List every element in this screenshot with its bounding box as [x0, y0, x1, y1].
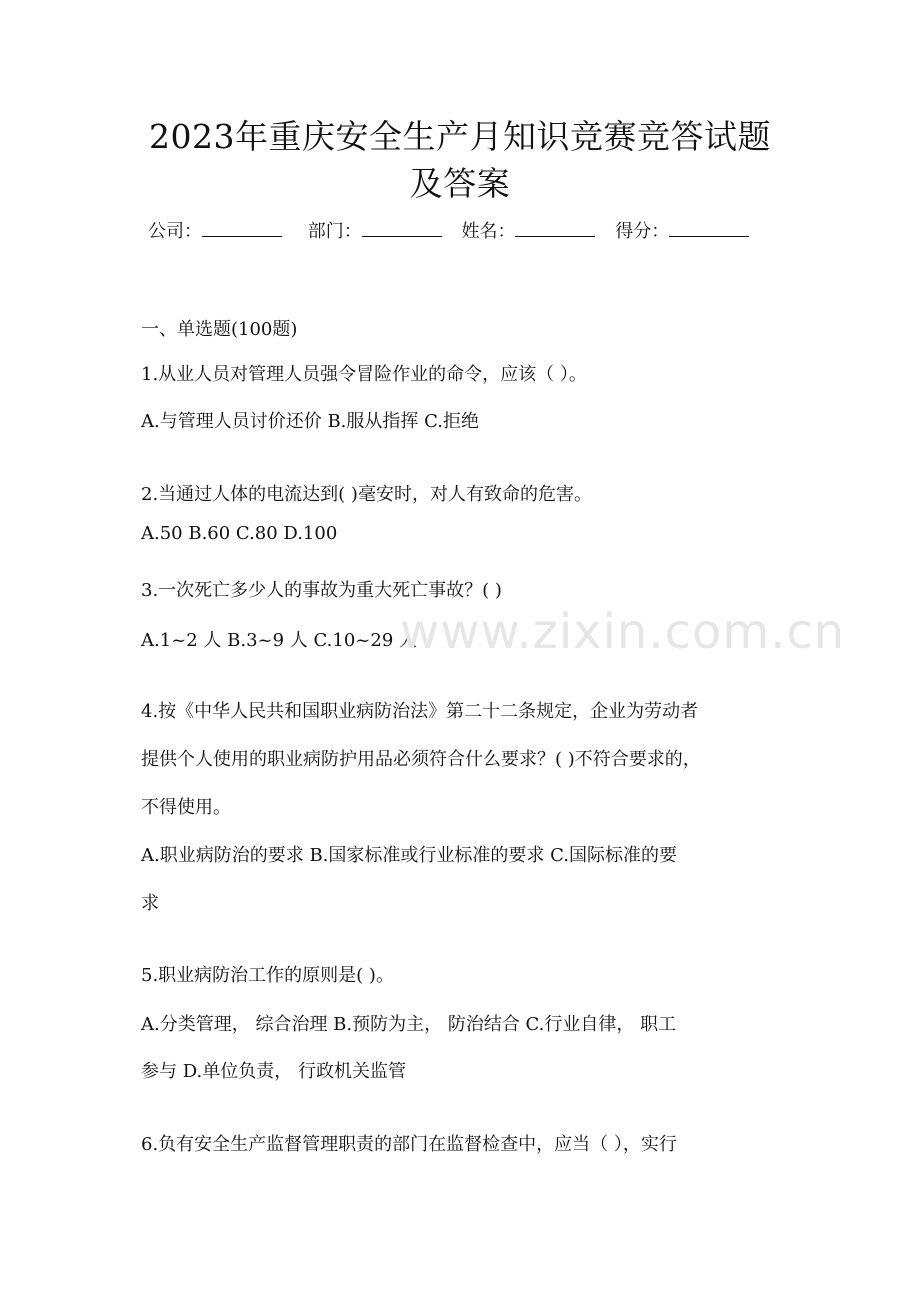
- question-5-options-line-2: 参与 D.单位负责， 行政机关监管: [141, 1061, 406, 1082]
- question-4-text-line-1: 4.按《中华人民共和国职业病防治法》第二十二条规定，企业为劳动者: [141, 701, 699, 722]
- question-2-options: A.50 B.60 C.80 D.100: [141, 523, 338, 544]
- header-fields: [148, 216, 788, 246]
- question-4-options-line-1: A.职业病防治的要求 B.国家标准或行业标准的要求 C.国际标准的要: [141, 845, 677, 866]
- question-5-options-line-1: A.分类管理， 综合治理 B.预防为主， 防治结合 C.行业自律， 职工: [141, 1014, 677, 1035]
- name-blank: [515, 216, 595, 237]
- company-label: 公司：: [148, 221, 202, 242]
- watermark: www.zixin.com.cn: [400, 604, 846, 660]
- score-label: 得分：: [615, 221, 670, 242]
- document-title-line-1: 2023年重庆安全生产月知识竞赛竞答试题: [149, 117, 771, 156]
- question-5-text: 5.职业病防治工作的原则是( )。: [141, 965, 394, 986]
- company-field: [148, 216, 282, 246]
- question-4-text-line-2: 提供个人使用的职业病防护用品必须符合什么要求？( )不符合要求的，: [141, 749, 701, 770]
- department-blank: [362, 216, 442, 237]
- question-3-text: 3.一次死亡多少人的事故为重大死亡事故？( ): [141, 580, 502, 601]
- department-label: 部门：: [307, 221, 362, 242]
- name-label: 姓名：: [461, 221, 516, 242]
- score-field: [615, 216, 749, 246]
- question-2-text: 2.当通过人体的电流达到( )毫安时，对人有致命的危害。: [141, 484, 592, 505]
- company-blank: [202, 216, 282, 237]
- question-3-options: A.1~2 人 B.3~9 人 C.10~29 人: [141, 630, 417, 651]
- section-heading: 一、单选题(100题): [141, 319, 298, 340]
- department-field: [308, 216, 442, 246]
- question-4-text-line-3: 不得使用。: [141, 797, 231, 818]
- name-field: [461, 216, 595, 246]
- question-1-options: A.与管理人员讨价还价 B.服从指挥 C.拒绝: [141, 411, 479, 432]
- question-6-text: 6.负有安全生产监督管理职责的部门在监督检查中，应当（ ），实行: [141, 1134, 677, 1155]
- document-title-line-2: 及答案: [409, 164, 511, 203]
- score-blank: [669, 216, 749, 237]
- question-1-text: 1.从业人员对管理人员强令冒险作业的命令，应该（ ）。: [141, 364, 587, 385]
- question-4-options-line-2: 求: [141, 893, 159, 914]
